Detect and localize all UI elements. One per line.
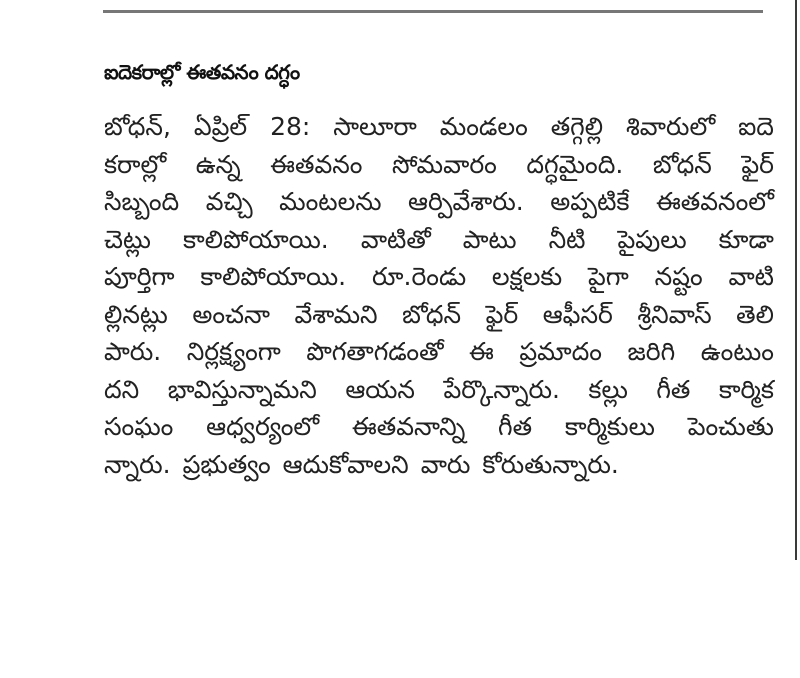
article-word: ఆదుకోవాలని bbox=[282, 449, 409, 479]
article-line bbox=[104, 333, 774, 371]
article-word: పైగా bbox=[587, 262, 629, 291]
article-line bbox=[104, 371, 774, 409]
article-line bbox=[104, 183, 774, 221]
article-word: ఏప్రిల్ bbox=[193, 112, 248, 141]
article-word: ప్రభుత్వం bbox=[182, 449, 271, 479]
article-word: పాటు bbox=[462, 224, 517, 254]
article-word: ఆయన bbox=[345, 374, 415, 404]
article-word: వాటి bbox=[728, 262, 774, 291]
article-word: శివారులో bbox=[626, 112, 716, 141]
article-word: కార్మిక bbox=[718, 374, 774, 404]
article-word: సంఘం bbox=[104, 412, 174, 441]
article-word: శ్రీనివాస్ bbox=[637, 299, 712, 329]
article-word: ఫైర్ bbox=[741, 149, 774, 179]
article-line bbox=[104, 146, 774, 184]
article-word: గీత bbox=[498, 412, 533, 441]
article-word: కార్మికులు bbox=[564, 412, 655, 441]
article-word: గీత bbox=[656, 374, 691, 404]
article-word: న్నారు. bbox=[104, 449, 171, 479]
article-word: లక్షలకు bbox=[491, 262, 563, 291]
article-word: కోరుతున్నారు. bbox=[482, 449, 619, 479]
article-word: ఆఫీసర్ bbox=[542, 299, 613, 329]
article-word: అప్పటికే bbox=[550, 187, 630, 216]
article-word: కూడా bbox=[718, 224, 774, 254]
article-word: దగ్ధమైంది. bbox=[526, 149, 624, 179]
article-word: ఉంటుం bbox=[700, 337, 774, 366]
article-word: మండలం bbox=[439, 112, 528, 141]
article-line bbox=[104, 408, 774, 446]
article-word: కరాల్లో bbox=[104, 149, 167, 179]
article-word: వాటితో bbox=[360, 224, 431, 254]
article-word: బోధన్, bbox=[104, 112, 171, 141]
article-word: ఆర్పివేశారు. bbox=[408, 187, 524, 216]
article-word: పొగతాగడంతో bbox=[306, 337, 444, 366]
article-word: పేర్కొన్నారు. bbox=[443, 374, 560, 404]
article-word: నీటి bbox=[548, 224, 586, 254]
article-line bbox=[104, 258, 774, 296]
article-word: పూర్తిగా bbox=[104, 262, 175, 291]
article-word: కల్లు bbox=[588, 374, 628, 404]
article-word: చెట్లు bbox=[104, 224, 151, 254]
article-line bbox=[104, 108, 774, 146]
article-word: ఈతవనాన్ని bbox=[351, 412, 466, 441]
article-word: నష్టం bbox=[654, 262, 703, 291]
article-word: ఆధ్వర్యంలో bbox=[206, 412, 320, 441]
news-article bbox=[104, 40, 774, 483]
article-word: రూ.రెండు bbox=[371, 262, 467, 291]
article-word: సోమవారం bbox=[392, 149, 497, 179]
column-edge-line bbox=[795, 0, 797, 560]
article-word: తెలి bbox=[736, 299, 774, 329]
article-word: పారు. bbox=[104, 337, 162, 366]
article-word: ల్లినట్లు bbox=[104, 299, 168, 329]
article-word: ఈతవనం bbox=[270, 149, 363, 179]
article-word: సిబ్బంది bbox=[104, 187, 180, 216]
article-word: ఈతవనంలో bbox=[655, 187, 774, 216]
article-word: కాలిపోయాయి. bbox=[200, 262, 347, 291]
article-word: వచ్చి bbox=[205, 187, 253, 216]
article-line bbox=[104, 221, 774, 259]
article-word: బోధన్ bbox=[402, 299, 462, 329]
article-word: ఐదె bbox=[738, 112, 774, 141]
top-rule-divider bbox=[103, 10, 763, 13]
article-word: తగ్గెల్లి bbox=[550, 112, 604, 141]
article-line bbox=[104, 296, 774, 334]
article-word: నిర్లక్ష్యంగా bbox=[186, 337, 281, 366]
article-word: సాలూరా bbox=[333, 112, 417, 141]
article-word: పైపులు bbox=[617, 224, 687, 254]
article-word: జరిగి bbox=[627, 337, 676, 366]
article-word: కాలిపోయాయి. bbox=[183, 224, 329, 254]
article-word: వేశామని bbox=[294, 299, 378, 329]
article-line bbox=[104, 446, 774, 484]
article-word: ప్రమాదం bbox=[519, 337, 602, 366]
article-word: ఈ bbox=[469, 337, 494, 366]
article-word: అంచనా bbox=[192, 299, 270, 329]
article-headline: ఐదెకరాల్లో ఈతవనం దగ్ధం bbox=[104, 60, 300, 84]
article-body bbox=[104, 108, 774, 483]
article-word: భావిస్తున్నామని bbox=[167, 374, 317, 404]
article-word: బోధన్ bbox=[652, 149, 712, 179]
article-word: ఫైర్ bbox=[485, 299, 519, 329]
article-word: మంటలను bbox=[279, 187, 382, 216]
article-word: ఉన్న bbox=[195, 149, 241, 179]
article-word: 28: bbox=[270, 112, 311, 141]
article-word: పెంచుతు bbox=[687, 412, 774, 441]
article-word: వారు bbox=[420, 449, 471, 479]
article-word: దని bbox=[104, 374, 140, 404]
